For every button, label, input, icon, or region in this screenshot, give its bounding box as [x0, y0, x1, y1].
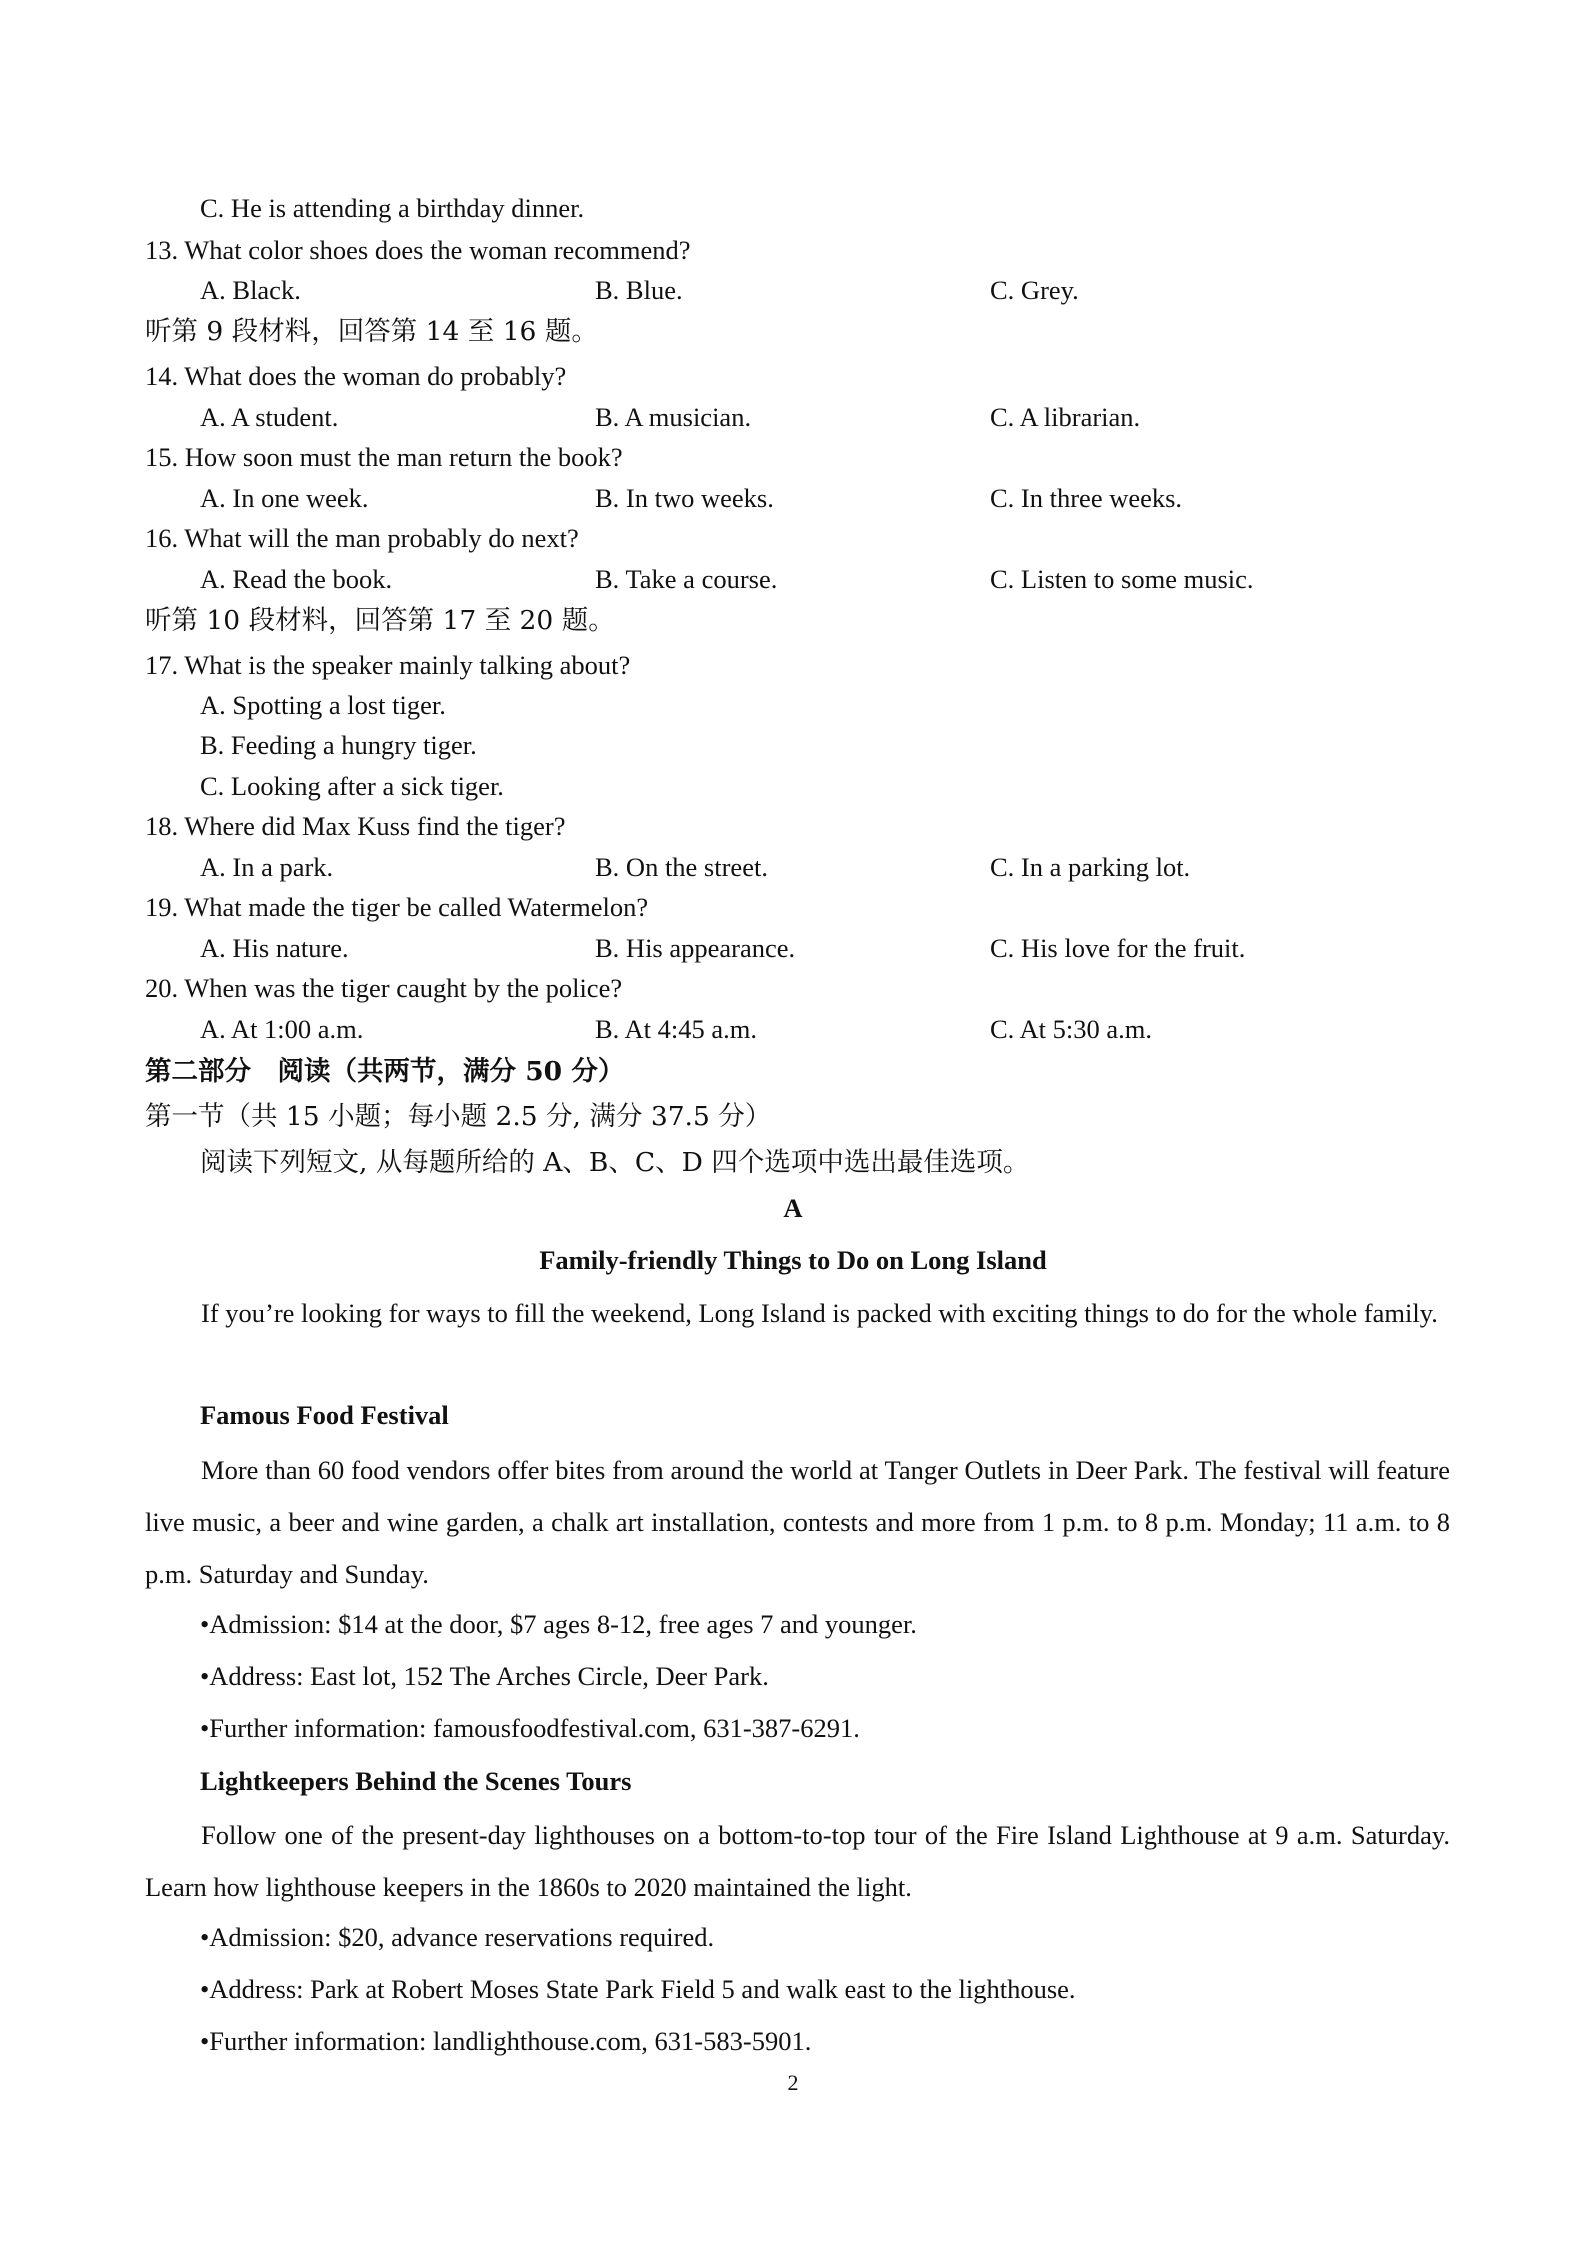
q15-question: 15. How soon must the man return the book?	[145, 442, 623, 472]
festival-heading: Famous Food Festival	[200, 1400, 449, 1430]
festival-address: •Address: East lot, 152 The Arches Circle, Deer Park.	[200, 1661, 769, 1691]
q17-question: 17. What is the speaker mainly talking about?	[145, 650, 631, 680]
q13-option-a: A. Black.	[200, 275, 301, 305]
q13-option-b: B. Blue.	[595, 275, 683, 305]
page-number: 2	[787, 2070, 799, 2095]
q17-option-b: B. Feeding a hungry tiger.	[200, 730, 477, 760]
section9-instruction: 听第 9 段材料，回答第 14 至 16 题。	[145, 316, 598, 347]
q19-option-a: A. His nature.	[200, 933, 349, 963]
q14-question: 14. What does the woman do probably?	[145, 361, 567, 391]
q14-option-b: B. A musician.	[595, 402, 752, 432]
q17-option-a: A. Spotting a lost tiger.	[200, 690, 446, 720]
q20-question: 20. When was the tiger caught by the police?	[145, 973, 623, 1003]
q15-option-b: B. In two weeks.	[595, 483, 774, 513]
section1-instruction: 阅读下列短文, 从每题所给的 A、B、C、D 四个选项中选出最佳选项。	[200, 1147, 1030, 1178]
q18-question: 18. Where did Max Kuss find the tiger?	[145, 811, 566, 841]
q20-option-b: B. At 4:45 a.m.	[595, 1014, 757, 1044]
q20-option-c: C. At 5:30 a.m.	[990, 1014, 1152, 1044]
tours-admission: •Admission: $20, advance reservations required.	[200, 1922, 715, 1952]
q14-option-a: A. A student.	[200, 402, 339, 432]
q16-option-b: B. Take a course.	[595, 564, 778, 594]
festival-info: •Further information: famousfoodfestival.com, 631-387-6291.	[200, 1713, 860, 1743]
q18-option-c: C. In a parking lot.	[990, 852, 1191, 882]
section1-heading: 第一节（共 15 小题；每小题 2.5 分, 满分 37.5 分）	[145, 1101, 772, 1132]
passage-title: Family-friendly Things to Do on Long Island	[539, 1245, 1047, 1275]
festival-body: More than 60 food vendors offer bites from around the world at Tanger Outlets in Deer Park. The festival will feature live music, a beer and wine garden, a chalk art installation, contests and more from 1 p.m. to 8 p.m. Monday; 11 a.m. to 8 p.m. Saturday and Sunday.	[145, 1455, 1450, 1589]
q18-option-a: A. In a park.	[200, 852, 334, 882]
q17-option-c: C. Looking after a sick tiger.	[200, 771, 504, 801]
part2-heading: 第二部分 阅读（共两节，满分 50 分）	[145, 1056, 625, 1087]
passage-letter: A	[783, 1193, 803, 1223]
q13-option-c: C. Grey.	[990, 275, 1079, 305]
tours-heading: Lightkeepers Behind the Scenes Tours	[200, 1766, 632, 1796]
q16-option-c: C. Listen to some music.	[990, 564, 1254, 594]
tours-address: •Address: Park at Robert Moses State Park Field 5 and walk east to the lighthouse.	[200, 1974, 1076, 2004]
q15-option-a: A. In one week.	[200, 483, 369, 513]
q16-question: 16. What will the man probably do next?	[145, 523, 579, 553]
q19-question: 19. What made the tiger be called Watermelon?	[145, 892, 649, 922]
q13-question: 13. What color shoes does the woman recommend?	[145, 235, 691, 265]
q12-option-c: C. He is attending a birthday dinner.	[200, 193, 585, 223]
q19-option-b: B. His appearance.	[595, 933, 796, 963]
q20-option-a: A. At 1:00 a.m.	[200, 1014, 364, 1044]
tours-info: •Further information: landlighthouse.com, 631-583-5901.	[200, 2026, 812, 2056]
tours-body: Follow one of the present-day lighthouses on a bottom-to-top tour of the Fire Island Lighthouse at 9 a.m. Saturday. Learn how lighthouse keepers in the 1860s to 2020 maintained the light.	[145, 1820, 1450, 1902]
q14-option-c: C. A librarian.	[990, 402, 1141, 432]
q18-option-b: B. On the street.	[595, 852, 768, 882]
q16-option-a: A. Read the book.	[200, 564, 393, 594]
q15-option-c: C. In three weeks.	[990, 483, 1183, 513]
q19-option-c: C. His love for the fruit.	[990, 933, 1246, 963]
section10-instruction: 听第 10 段材料，回答第 17 至 20 题。	[145, 605, 615, 636]
festival-admission: •Admission: $14 at the door, $7 ages 8-12, free ages 7 and younger.	[200, 1609, 917, 1639]
intro-paragraph: If you’re looking for ways to fill the weekend, Long Island is packed with exciting things to do for the whole family.	[201, 1298, 1438, 1328]
